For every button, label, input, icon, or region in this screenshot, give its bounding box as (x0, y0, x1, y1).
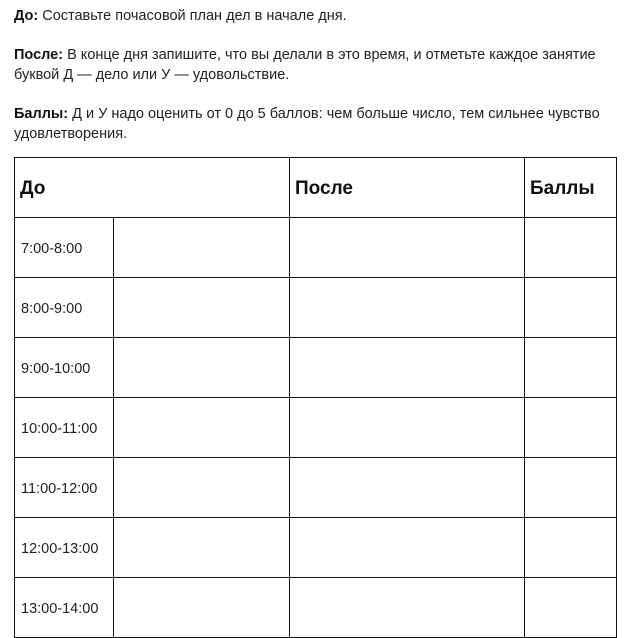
time-cell: 9:00-10:00 (15, 338, 114, 398)
score-cell[interactable] (525, 578, 617, 638)
instruction-text: Д и У надо оценить от 0 до 5 баллов: чем больше число, тем сильнее чувство удовлетворения. (14, 106, 600, 142)
table-row (15, 578, 617, 638)
header-row (15, 158, 617, 218)
plan-cell[interactable] (114, 278, 290, 338)
table-row (15, 218, 617, 278)
instruction-score (14, 104, 620, 144)
score-cell[interactable] (525, 278, 617, 338)
instruction-label: После: (14, 47, 64, 63)
instruction-label: До: (14, 8, 39, 24)
after-cell[interactable] (290, 218, 525, 278)
after-cell[interactable] (290, 338, 525, 398)
plan-cell[interactable] (114, 578, 290, 638)
table-row (15, 518, 617, 578)
instruction-before (14, 6, 620, 26)
instruction-text: В конце дня запишите, что вы делали в это время, и отметьте каждое занятие буквой Д — дело или У — удовольствие. (14, 47, 596, 83)
time-cell: 11:00-12:00 (15, 458, 114, 518)
after-cell[interactable] (290, 398, 525, 458)
after-cell[interactable] (290, 458, 525, 518)
plan-cell[interactable] (114, 518, 290, 578)
table-row (15, 398, 617, 458)
time-cell: 10:00-11:00 (15, 398, 114, 458)
table-row (15, 338, 617, 398)
header-score: Баллы (525, 158, 617, 218)
after-cell[interactable] (290, 518, 525, 578)
instruction-after (14, 45, 620, 85)
after-cell[interactable] (290, 278, 525, 338)
score-cell[interactable] (525, 218, 617, 278)
plan-cell[interactable] (114, 398, 290, 458)
plan-cell[interactable] (114, 338, 290, 398)
header-after: После (290, 158, 525, 218)
table-row (15, 458, 617, 518)
header-before: До (15, 158, 290, 218)
score-cell[interactable] (525, 518, 617, 578)
instructions (14, 6, 620, 163)
time-cell: 12:00-13:00 (15, 518, 114, 578)
after-cell[interactable] (290, 578, 525, 638)
instruction-text: Составьте почасовой план дел в начале дня. (38, 8, 347, 24)
table-row (15, 278, 617, 338)
time-cell: 7:00-8:00 (15, 218, 114, 278)
score-cell[interactable] (525, 398, 617, 458)
score-cell[interactable] (525, 338, 617, 398)
time-cell: 8:00-9:00 (15, 278, 114, 338)
score-cell[interactable] (525, 458, 617, 518)
planner-table (14, 157, 617, 638)
plan-cell[interactable] (114, 218, 290, 278)
instruction-label: Баллы: (14, 106, 69, 122)
time-cell: 13:00-14:00 (15, 578, 114, 638)
plan-cell[interactable] (114, 458, 290, 518)
